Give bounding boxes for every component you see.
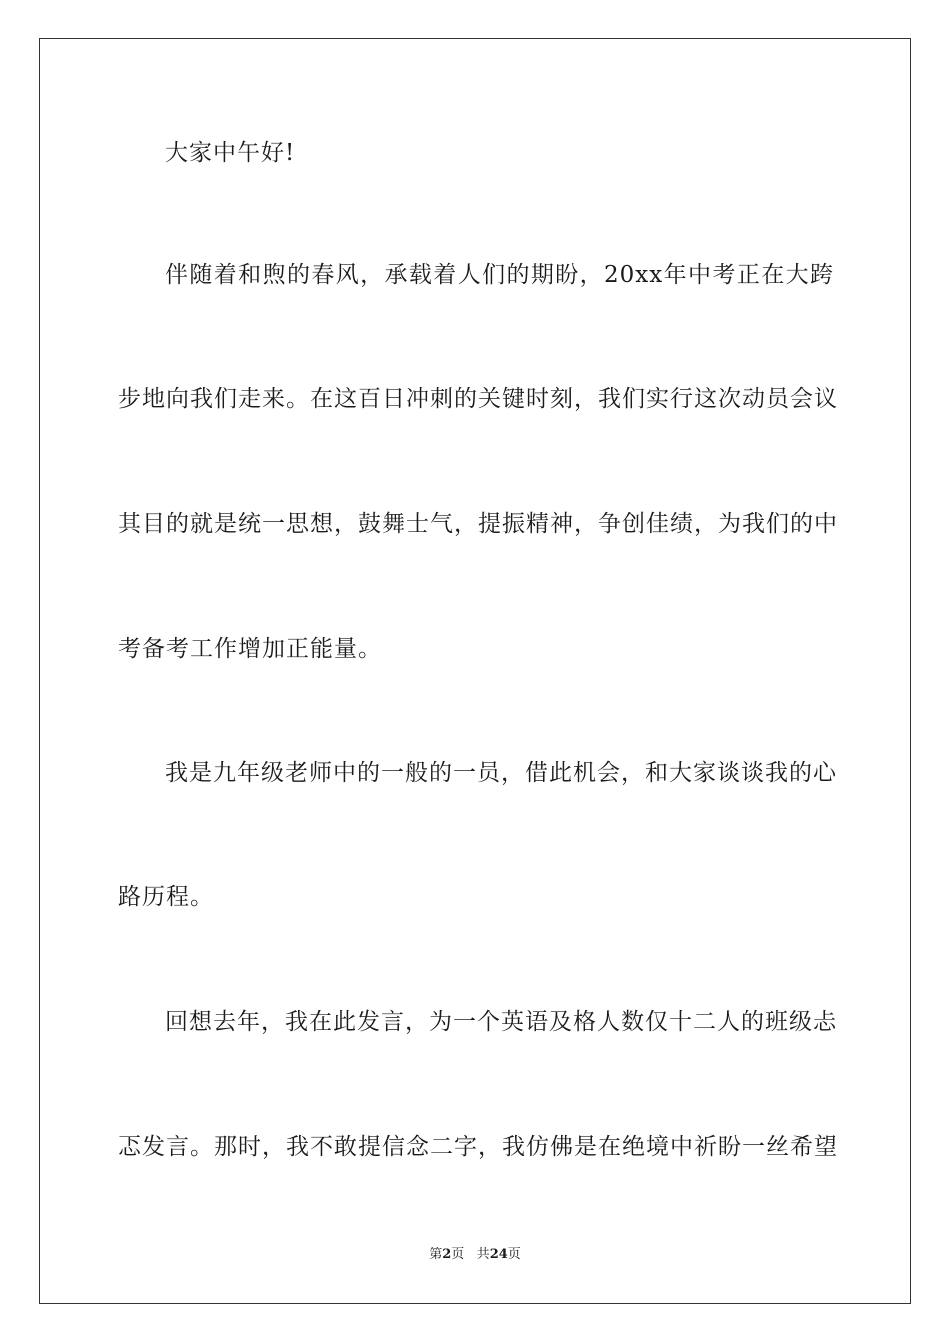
- total-suffix: 页: [507, 1247, 521, 1262]
- paragraph-3-line-2: 忑发言。那时，我不敢提信念二字，我仿佛是在绝境中祈盼一丝希望: [118, 1134, 838, 1160]
- paragraph-1-line-2: 步地向我们走来。在这百日冲刺的关键时刻，我们实行这次动员会议: [118, 386, 838, 412]
- total-prefix: 共: [476, 1247, 490, 1262]
- paragraph-1-line-3: 其目的就是统一思想，鼓舞士气，提振精神，争创佳绩，为我们的中: [118, 511, 838, 537]
- paragraph-1-line-4: 考备考工作增加正能量。: [118, 636, 382, 662]
- total-pages: 24: [489, 1247, 508, 1262]
- page-footer: [0, 1246, 950, 1264]
- paragraph-2-line-2: 路历程。: [118, 884, 214, 910]
- page-prefix: 第: [429, 1247, 443, 1262]
- greeting-line: 大家中午好!: [165, 140, 296, 166]
- page-number: 2: [442, 1247, 452, 1262]
- paragraph-3-line-1: 回想去年，我在此发言，为一个英语及格人数仅十二人的班级忐: [165, 1009, 837, 1035]
- paragraph-2-line-1: 我是九年级老师中的一般的一员，借此机会，和大家谈谈我的心: [165, 760, 837, 786]
- paragraph-1-line-1: 伴随着和煦的春风，承载着人们的期盼，20xx年中考正在大跨: [165, 262, 834, 288]
- page-border: [39, 38, 911, 1304]
- page-suffix: 页: [451, 1247, 465, 1262]
